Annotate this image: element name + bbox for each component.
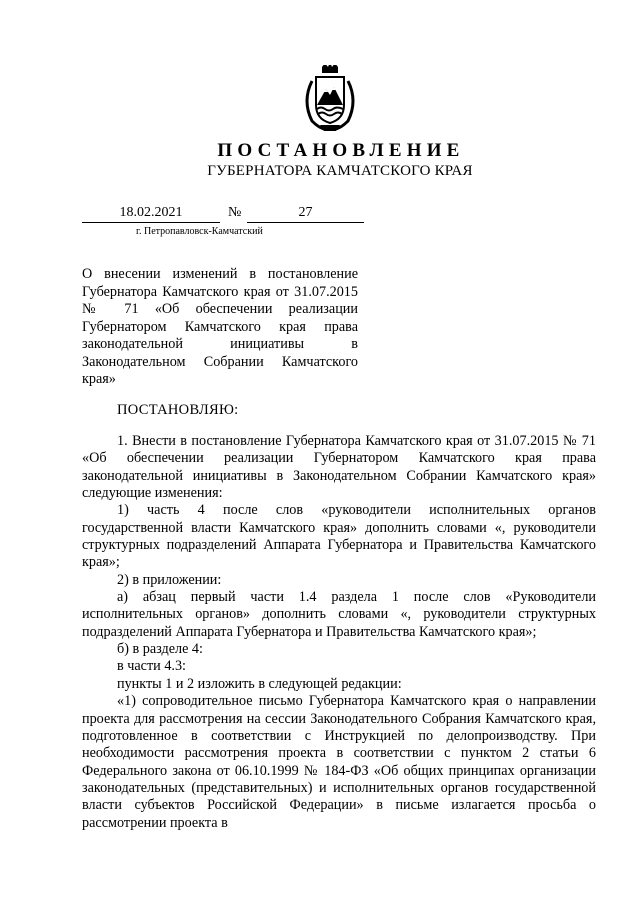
paragraph: «1) сопроводительное письмо Губернатора Камчатского края о направлении проекта для рассмотрения на сессии Законодательного Собрания Камчатского края, подготовленное в соответствии с Инструкцией по делопроизводству. При необходимости рассмотрения проекта в соответствии с пунктом 2 статьи 6 Федерального закона от 06.10.1999 № 184-ФЗ «Об общих принципах организации законодательных (представительных) и исполнительных органов государственной власти субъектов Российской Федерации» в письме излагается просьба о рассмотрении проекта в bbox=[82, 693, 596, 831]
paragraph: б) в разделе 4: bbox=[117, 641, 203, 658]
paragraph: 2) в приложении: bbox=[117, 571, 222, 588]
kamchatka-coat-of-arms-icon bbox=[300, 65, 360, 133]
document-body bbox=[82, 433, 596, 832]
document-date: 18.02.2021 bbox=[82, 205, 220, 223]
paragraph: 1) часть 4 после слов «руководители исполнительных органов государственной власти Камчатского края» дополнить словами «, руководители структурных подразделений Аппарата Губернатора и Правительства Камчатского края»; bbox=[82, 502, 596, 571]
paragraph: а) абзац первый части 1.4 раздела 1 после слов «Руководители исполнительных органов» дополнить словами «, руководители структурных подразделений Аппарата Губернатора и Правительства Камчатского края»; bbox=[82, 589, 596, 640]
document-subtitle: ГУБЕРНАТОРА КАМЧАТСКОГО КРАЯ bbox=[207, 163, 473, 179]
paragraph: пункты 1 и 2 изложить в следующей редакции: bbox=[117, 675, 402, 692]
document-subject: О внесении изменений в постановление Губернатора Камчатского края от 31.07.2015 № 71 «Об обеспечении реализации Губернатором Камчатского края права законодательной инициативы в Законодательном Собрании Камчатского края» bbox=[82, 266, 358, 387]
document-city: г. Петропавловск-Камчатский bbox=[136, 226, 263, 237]
document-number: 27 bbox=[247, 205, 364, 223]
number-sign: № bbox=[228, 205, 242, 220]
paragraph: 1. Внести в постановление Губернатора Камчатского края от 31.07.2015 № 71 «Об обеспечении реализации Губернатором Камчатского края права законодательной инициативы в Законодательном Собрании Камчатского края» следующие изменения: bbox=[82, 433, 596, 502]
document-title: ПОСТАНОВЛЕНИЕ bbox=[217, 140, 465, 161]
resolve-heading: ПОСТАНОВЛЯЮ: bbox=[117, 402, 239, 418]
paragraph: в части 4.3: bbox=[117, 658, 186, 675]
